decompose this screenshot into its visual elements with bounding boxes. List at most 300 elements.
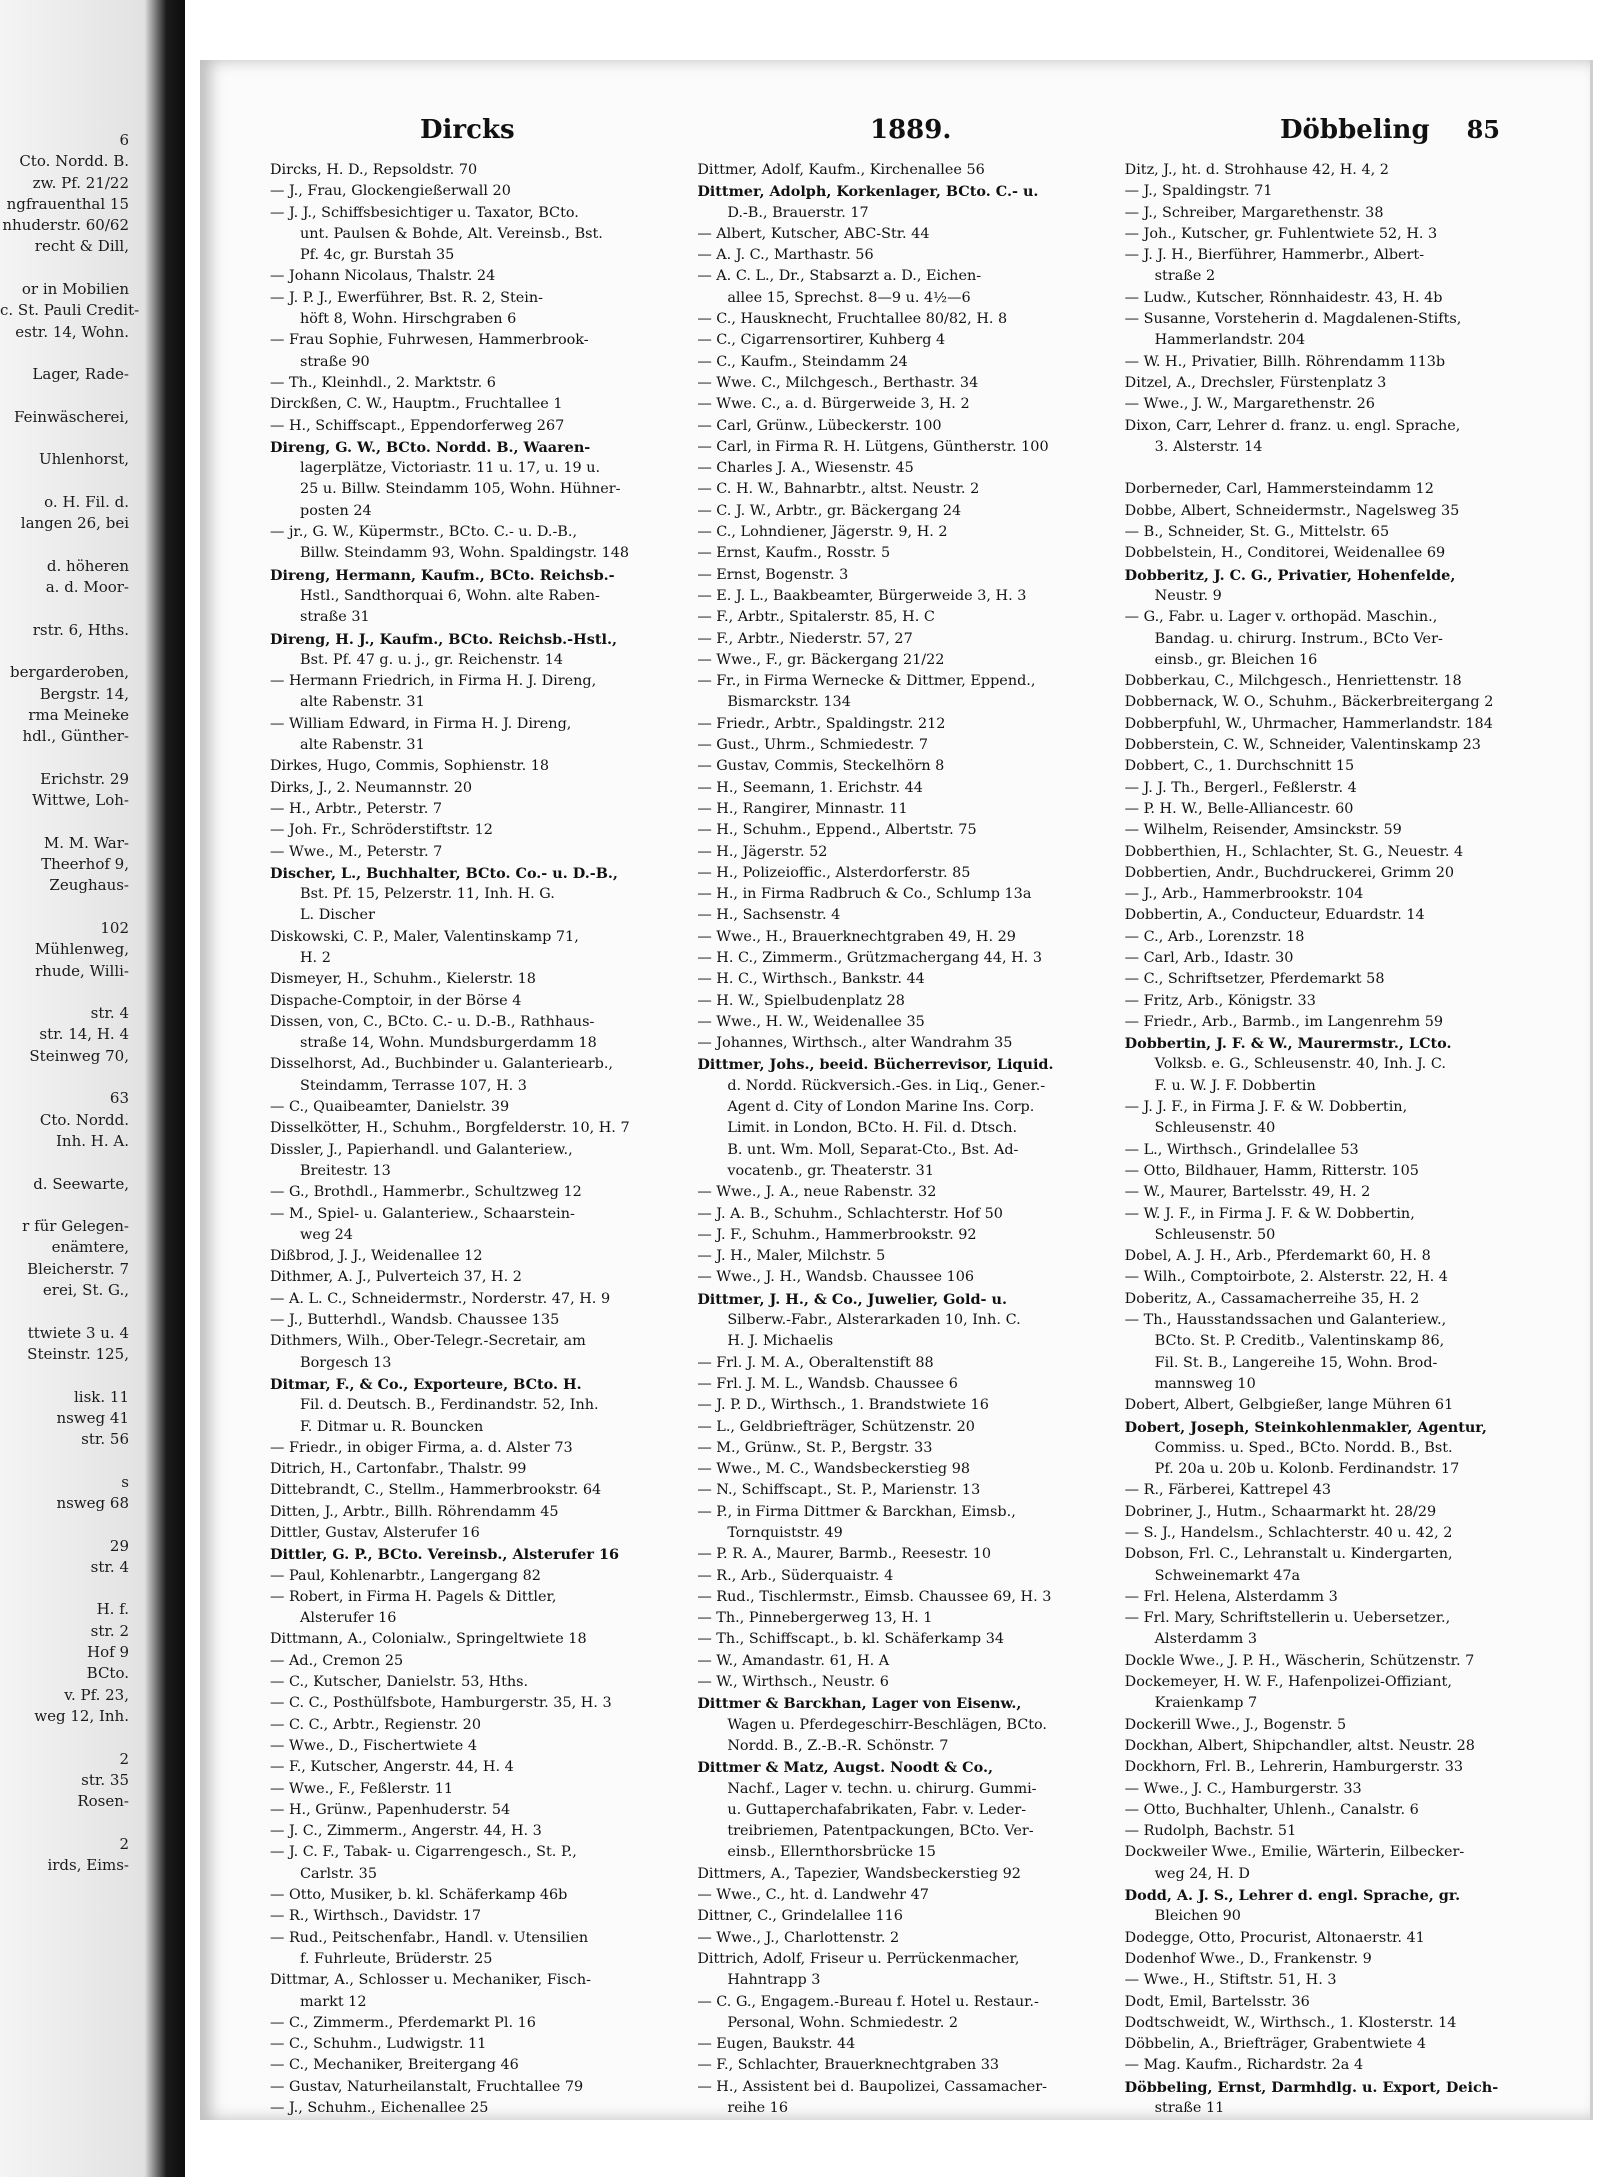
- directory-entry-line: — H. C., Zimmerm., Grützmachergang 44, H. 3: [697, 949, 1042, 966]
- directory-entry-line: Direng, Hermann, Kaufm., BCto. Reichsb.-: [270, 566, 615, 584]
- directory-entry-line: Dißbrod, J. J., Weidenallee 12: [270, 1248, 483, 1265]
- directory-entry-line: — Susanne, Vorsteherin d. Magdalenen-Stifts,: [1124, 311, 1462, 328]
- directory-entry-line: — Otto, Buchhalter, Uhlenh., Canalstr. 6: [1124, 1801, 1419, 1818]
- fragment-line: weg 12, Inh.: [34, 1706, 129, 1725]
- fragment-line: erei, St. G.,: [42, 1281, 129, 1300]
- fragment-line: [0, 1365, 135, 1386]
- fragment-line: Theerhof 9,: [41, 855, 129, 874]
- directory-entry-line: — C., Schriftsetzer, Pferdemarkt 58: [1124, 971, 1385, 988]
- directory-entry-line: Personal, Wohn. Schmiedestr. 2: [727, 2014, 959, 2031]
- directory-entry-line: Pf. 20a u. 20b u. Kolonb. Ferdinandstr. 17: [1154, 1461, 1460, 1478]
- directory-entry-line: — Fr., in Firma Wernecke & Dittmer, Eppend.,: [697, 673, 1036, 690]
- directory-entry-line: Dobbertin, J. F. & W., Maurermstr., LCto.: [1124, 1035, 1452, 1053]
- directory-entry-line: Alsterufer 16: [300, 1610, 397, 1627]
- directory-page: [200, 60, 1593, 2120]
- directory-entry-line: — Th., Hausstandssachen und Galanteriew.,: [1124, 1312, 1447, 1329]
- directory-entry-line: Breitestr. 13: [300, 1162, 391, 1179]
- directory-entry-line: Dobberpfuhl, W., Uhrmacher, Hammerlandstr. 184: [1124, 715, 1493, 732]
- fragment-line: Wittwe, Loh-: [32, 791, 129, 810]
- directory-entry-line: — C., Zimmerm., Pferdemarkt Pl. 16: [270, 2014, 536, 2031]
- fragment-line: nhuderstr. 60/62: [2, 216, 129, 235]
- fragment-line: nsweg 41: [56, 1408, 129, 1427]
- directory-entry-line: — Frl. J. M. A., Oberaltenstift 88: [697, 1354, 934, 1371]
- directory-entry-line: — B., Schneider, St. G., Mittelstr. 65: [1124, 524, 1390, 541]
- directory-entry-line: — C., Cigarrensortirer, Kuhberg 4: [697, 332, 946, 349]
- directory-entry-line: — Wilhelm, Reisender, Amsinckstr. 59: [1124, 822, 1402, 839]
- directory-entry-line: Dobbe, Albert, Schneidermstr., Nagelsweg 35: [1124, 502, 1460, 519]
- directory-entry-line: Dittler, Gustav, Alsterufer 16: [270, 1525, 480, 1541]
- directory-entry-line: Doberitz, A., Cassamacherreihe 35, H. 2: [1124, 1290, 1420, 1307]
- directory-entry-line: — S. J., Handelsm., Schlachterstr. 40 u. 42, 2: [1124, 1525, 1453, 1541]
- directory-entry-line: — C. C., Arbtr., Regienstr. 20: [270, 1716, 481, 1733]
- directory-entry-line: Bst. Pf. 47 g. u. j., gr. Reichenstr. 14: [300, 651, 564, 668]
- directory-entry-line: Dobbernack, W. O., Schuhm., Bäckerbreitergang 2: [1124, 694, 1494, 711]
- directory-entry-line: Nachf., Lager v. techn. u. chirurg. Gummi-: [727, 1780, 1037, 1797]
- directory-entry-line: Dobbertin, A., Conducteur, Eduardstr. 14: [1124, 907, 1425, 924]
- directory-entry-line: — C., Kaufm., Steindamm 24: [697, 353, 908, 370]
- directory-entry-line: — Friedr., in obiger Firma, a. d. Alster 73: [270, 1439, 573, 1456]
- directory-entry-line: Bst. Pf. 15, Pelzerstr. 11, Inh. H. G.: [300, 886, 555, 903]
- directory-entry-line: Bleichen 90: [1154, 1908, 1241, 1925]
- directory-entry-line: — R., Färberei, Kattrepel 43: [1124, 1482, 1332, 1499]
- directory-entry-line: — F., Arbtr., Spitalerstr. 85, H. C: [697, 609, 935, 626]
- fragment-line: [0, 1450, 135, 1471]
- directory-entry-line: Döbbelin, A., Briefträger, Grabentwiete 4: [1124, 2036, 1427, 2053]
- directory-entry-line: — J. J. H., Bierführer, Hammerbr., Albert-: [1124, 247, 1425, 264]
- directory-entry-line: Dobriner, J., Hutm., Schaarmarkt ht. 28/29: [1124, 1503, 1437, 1520]
- fragment-line: [0, 343, 135, 364]
- directory-entry-line: — H. C., Wirthsch., Bankstr. 44: [697, 971, 925, 988]
- directory-entry-line: Silberw.-Fabr., Alsterarkaden 10, Inh. C.: [727, 1312, 1021, 1329]
- fragment-line: [0, 471, 135, 492]
- fragment-line: bergarderoben,: [10, 663, 129, 682]
- fragment-line: Inh. H. A.: [55, 1131, 129, 1150]
- directory-entry-line: — H., in Firma Radbruch & Co., Schlump 13a: [697, 886, 1032, 903]
- fragment-line: rhude, Willi-: [35, 961, 129, 980]
- column-3: [1124, 160, 1540, 2117]
- directory-entry-line: D.-B., Brauerstr. 17: [727, 204, 869, 221]
- directory-entry-line: — P. H. W., Belle-Alliancestr. 60: [1124, 800, 1354, 817]
- directory-entry-line: — P., in Firma Dittmer & Barckhan, Eimsb.,: [697, 1503, 1016, 1520]
- directory-entry-line: treibriemen, Patentpackungen, BCto. Ver-: [727, 1823, 1034, 1840]
- directory-entry-line: — A. J. C., Marthastr. 56: [697, 247, 874, 264]
- directory-entry-line: einsb., gr. Bleichen 16: [1154, 651, 1318, 668]
- directory-entry-line: — Frl. Mary, Schriftstellerin u. Uebersetzer.,: [1124, 1610, 1451, 1627]
- fragment-line: [0, 1578, 135, 1599]
- directory-entry-line: lagerplätze, Victoriastr. 11 u. 17, u. 19 u.: [300, 460, 601, 477]
- fragment-line: Uhlenhorst,: [39, 450, 129, 469]
- directory-entry-line: straße 90: [300, 353, 370, 370]
- directory-entry-line: L. Discher: [300, 907, 375, 924]
- directory-entry-line: — C., Hausknecht, Fruchtallee 80/82, H. 8: [697, 311, 1008, 328]
- fragment-line: [0, 258, 135, 279]
- fragment-line: or in Mobilien: [21, 280, 129, 299]
- directory-entry-line: — Rud., Peitschenfabr., Handl. v. Utensilien: [270, 1929, 589, 1946]
- directory-entry-line: Neustr. 9: [1154, 587, 1222, 604]
- directory-entry-line: Fil. d. Deutsch. B., Ferdinandstr. 52, Inh.: [300, 1397, 599, 1414]
- directory-entry-line: — Frl. J. M. L., Wandsb. Chaussee 6: [697, 1375, 958, 1392]
- directory-entry-line: Fil. St. B., Langereihe 15, Wohn. Brod-: [1154, 1354, 1438, 1371]
- directory-entry-line: — Fritz, Arb., Königstr. 33: [1124, 992, 1316, 1009]
- directory-entry-line: Dockweiler Wwe., Emilie, Wärterin, Eilbecker-: [1124, 1844, 1465, 1861]
- directory-entry-line: Limit. in London, BCto. H. Fil. d. Dtsch.: [727, 1120, 1018, 1137]
- directory-entry-line: — Hermann Friedrich, in Firma H. J. Direng,: [270, 673, 597, 690]
- fragment-line: c. St. Pauli Credit-: [0, 301, 140, 320]
- directory-entry-line: B. unt. Wm. Moll, Separat-Cto., Bst. Ad-: [727, 1141, 1019, 1158]
- directory-entry-line: Ditz, J., ht. d. Strohhause 42, H. 4, 2: [1124, 162, 1389, 178]
- directory-entry-line: — Ernst, Kaufm., Rosstr. 5: [697, 545, 891, 562]
- fragment-line: [0, 748, 135, 769]
- directory-entry-line: — Wwe., D., Fischertwiete 4: [270, 1737, 478, 1754]
- directory-entry-line: Bandag. u. chirurg. Instrum., BCto Ver-: [1154, 630, 1443, 647]
- directory-entry-line: Dittmers, A., Tapezier, Wandsbeckerstieg 92: [697, 1865, 1021, 1882]
- directory-entry-line: — A. L. C., Schneidermstr., Norderstr. 47, H. 9: [270, 1290, 611, 1307]
- fragment-line: [0, 641, 135, 662]
- directory-entry-line: alte Rabenstr. 31: [300, 737, 425, 754]
- directory-entry-line: Bismarckstr. 134: [727, 694, 851, 711]
- directory-entry-line: straße 14, Wohn. Mundsburgerdamm 18: [300, 1035, 597, 1052]
- fragment-line: hdl., Günther-: [22, 727, 129, 746]
- directory-entry-line: — Ad., Cremon 25: [270, 1652, 404, 1669]
- fragment-line: str. 2: [90, 1621, 129, 1640]
- directory-entry-line: — Frau Sophie, Fuhrwesen, Hammerbrook-: [270, 332, 589, 349]
- fragment-line: Cto. Nordd.: [39, 1110, 129, 1129]
- directory-entry-line: — F., Kutscher, Angerstr. 44, H. 4: [270, 1759, 514, 1776]
- directory-entry-line: Dobberstein, C. W., Schneider, Valentinskamp 23: [1124, 737, 1481, 754]
- directory-entry-line: — Wwe., M. C., Wandsbeckerstieg 98: [697, 1461, 971, 1478]
- directory-entry-line: Kraienkamp 7: [1154, 1695, 1258, 1712]
- fragment-line: 2: [119, 1834, 129, 1853]
- fragment-line: [0, 1812, 135, 1833]
- directory-entry-line: Dobbelstein, H., Conditorei, Weidenallee 69: [1124, 545, 1446, 562]
- directory-entry-line: — Joh. Fr., Schröderstiftstr. 12: [270, 822, 493, 839]
- directory-entry-line: Dobert, Joseph, Steinkohlenmakler, Agentur,: [1124, 1418, 1487, 1436]
- directory-entry-line: mannsweg 10: [1154, 1375, 1256, 1392]
- fragment-line: [0, 1067, 135, 1088]
- directory-entry-line: — H., Assistent bei d. Baupolizei, Cassamacher-: [697, 2078, 1048, 2095]
- directory-entry-line: Dobert, Albert, Gelbgießer, lange Mühren 61: [1124, 1397, 1454, 1414]
- directory-entry-line: Dobbertien, Andr., Buchdruckerei, Grimm 20: [1124, 864, 1455, 881]
- directory-entry-line: höft 8, Wohn. Hirschgraben 6: [300, 311, 517, 328]
- directory-entry-line: — Wwe., H., Brauerknechtgraben 49, H. 29: [697, 928, 1016, 945]
- directory-entry-line: Dockhorn, Frl. B., Lehrerin, Hamburgerstr. 33: [1124, 1759, 1464, 1776]
- fragment-line: H. f.: [96, 1600, 129, 1619]
- fragment-line: v. Pf. 23,: [64, 1685, 129, 1704]
- directory-entry-line: — W., Amandastr. 61, H. A: [697, 1652, 890, 1669]
- fragment-line: a. d. Moor-: [45, 578, 129, 597]
- directory-entry-line: Dittmer, J. H., & Co., Juwelier, Gold- u.: [697, 1290, 1008, 1308]
- fragment-line: o. H. Fil. d.: [44, 493, 129, 512]
- directory-entry-line: — L., Wirthsch., Grindelallee 53: [1124, 1141, 1359, 1158]
- directory-entry-line: — W. J. F., in Firma J. F. & W. Dobbertin,: [1124, 1205, 1415, 1222]
- directory-entry-line: — Th., Pinnebergerweg 13, H. 1: [697, 1610, 933, 1627]
- directory-entry-line: Dithmers, Wilh., Ober-Telegr.-Secretair, am: [270, 1333, 586, 1350]
- fragment-line: Mühlenweg,: [34, 940, 129, 959]
- fragment-line: [0, 428, 135, 449]
- fragment-line: Steinstr. 125,: [27, 1344, 129, 1363]
- directory-entry-line: — Carl, in Firma R. H. Lütgens, Güntherstr. 100: [697, 438, 1049, 455]
- fragment-line: 102: [100, 918, 129, 937]
- fragment-line: str. 4: [90, 1557, 129, 1576]
- directory-entry-line: Direng, G. W., BCto. Nordd. B., Waaren-: [270, 438, 591, 456]
- directory-entry-line: 25 u. Billw. Steindamm 105, Wohn. Hühner-: [300, 481, 621, 498]
- directory-entry-line: unt. Paulsen & Bohde, Alt. Vereinsb., Bst.: [300, 225, 603, 242]
- directory-entry-line: weg 24, H. D: [1154, 1865, 1250, 1882]
- directory-entry-line: Dissen, von, C., BCto. C.- u. D.-B., Rathhaus-: [270, 1013, 595, 1030]
- fragment-line: irds, Eims-: [47, 1856, 129, 1875]
- directory-entry-line: Agent d. City of London Marine Ins. Corp.: [727, 1099, 1035, 1116]
- directory-entry-line: allee 15, Sprechst. 8—9 u. 4½—6: [727, 289, 971, 306]
- directory-entry-line: Ditten, J., Arbtr., Billh. Röhrendamm 45: [270, 1503, 559, 1520]
- directory-entry-line: — W. H., Privatier, Billh. Röhrendamm 113b: [1124, 353, 1446, 370]
- directory-entry-line: — Ludw., Kutscher, Rönnhaidestr. 43, H. 4b: [1124, 289, 1443, 306]
- directory-entry-line: Dircks, H. D., Repsoldstr. 70: [270, 162, 478, 178]
- directory-entry-line: — Mag. Kaufm., Richardstr. 2a 4: [1124, 2057, 1364, 2074]
- fragment-line: Erichstr. 29: [40, 769, 129, 788]
- directory-entry-line: — C., Quaibeamter, Danielstr. 39: [270, 1099, 510, 1116]
- fragment-line: enämtere,: [51, 1238, 129, 1257]
- directory-entry-line: — H. W., Spielbudenplatz 28: [697, 992, 905, 1009]
- directory-entry-line: H. 2: [300, 949, 331, 966]
- fragment-line: Bergstr. 14,: [39, 684, 129, 703]
- directory-entry-line: vocatenb., gr. Theaterstr. 31: [727, 1162, 934, 1179]
- directory-entry-line: markt 12: [300, 1993, 367, 2010]
- directory-entry-line: — Gust., Uhrm., Schmiedestr. 7: [697, 737, 929, 754]
- directory-entry-line: — Otto, Bildhauer, Hamm, Ritterstr. 105: [1124, 1162, 1419, 1179]
- directory-entry-line: Hstl., Sandthorquai 6, Wohn. alte Raben-: [300, 587, 600, 604]
- fragment-line: str. 4: [90, 1004, 129, 1023]
- directory-entry-line: Dockhan, Albert, Shipchandler, altst. Neustr. 28: [1124, 1737, 1475, 1754]
- directory-entry-line: — H., Schiffscapt., Eppendorferweg 267: [270, 417, 565, 434]
- directory-entry-line: — H., Grünw., Papenhuderstr. 54: [270, 1801, 511, 1818]
- directory-entry-line: — Th., Schiffscapt., b. kl. Schäferkamp 34: [697, 1631, 1005, 1648]
- fragment-line: recht & Dill,: [34, 237, 129, 256]
- directory-entry-line: Dirks, J., 2. Neumannstr. 20: [270, 779, 473, 796]
- directory-entry-line: Volksb. e. G., Schleusenstr. 40, Inh. J. C.: [1154, 1056, 1446, 1073]
- directory-entry-line: — H., Arbtr., Peterstr. 7: [270, 800, 443, 817]
- directory-entry-line: — W., Maurer, Bartelsstr. 49, H. 2: [1124, 1184, 1371, 1201]
- fragment-line: [0, 812, 135, 833]
- directory-entry-line: Dodtschweidt, W., Wirthsch., 1. Klosterstr. 14: [1124, 2014, 1457, 2031]
- fragment-line: str. 14, H. 4: [39, 1025, 129, 1044]
- directory-entry-line: F. u. W. J. F. Dobbertin: [1154, 1077, 1316, 1094]
- directory-entry-line: Dittmer & Matz, Augst. Noodt & Co.,: [697, 1759, 993, 1777]
- directory-entry-line: Dissler, J., Papierhandl. und Galanteriew.,: [270, 1141, 573, 1158]
- fragment-line: [0, 1195, 135, 1216]
- fragment-line: Hof 9: [87, 1643, 129, 1662]
- directory-entry-line: Dodegge, Otto, Procurist, Altonaerstr. 41: [1124, 1929, 1425, 1946]
- page-number: 85: [1466, 115, 1500, 144]
- directory-entry-line: — C. H. W., Bahnarbtr., altst. Neustr. 2: [697, 481, 980, 498]
- fragment-line: r für Gelegen-: [22, 1217, 129, 1236]
- directory-entry-line: — C., Kutscher, Danielstr. 53, Hths.: [270, 1674, 529, 1691]
- directory-entry-line: reihe 16: [727, 2100, 788, 2117]
- directory-entry-line: Nordd. B., Z.-B.-R. Schönstr. 7: [727, 1737, 949, 1754]
- directory-entry-line: — Wwe., J. W., Margarethenstr. 26: [1124, 396, 1375, 413]
- directory-entry-line: — Charles J. A., Wiesenstr. 45: [697, 460, 914, 477]
- directory-entry-line: Steindamm, Terrasse 107, H. 3: [300, 1077, 527, 1094]
- directory-entry-line: — C. G., Engagem.-Bureau f. Hotel u. Restaur.-: [697, 1993, 1039, 2010]
- directory-entry-line: Dittmer, Adolf, Kaufm., Kirchenallee 56: [697, 162, 985, 178]
- directory-entry-line: Dirkes, Hugo, Commis, Sophienstr. 18: [270, 758, 550, 775]
- fragment-line: s: [121, 1472, 129, 1491]
- directory-entry-line: — C., Lohndiener, Jägerstr. 9, H. 2: [697, 524, 948, 541]
- directory-entry-line: Dittmer, Adolph, Korkenlager, BCto. C.- u.: [697, 183, 1039, 201]
- directory-entry-line: — William Edward, in Firma H. J. Direng,: [270, 715, 572, 732]
- directory-entry-line: — F., Schlachter, Brauerknechtgraben 33: [697, 2057, 1000, 2074]
- directory-entry-line: Dittmar, A., Schlosser u. Mechaniker, Fisch-: [270, 1972, 591, 1989]
- directory-entry-line: — Albert, Kutscher, ABC-Str. 44: [697, 225, 930, 242]
- directory-entry-line: — Johann Nicolaus, Thalstr. 24: [270, 268, 496, 285]
- directory-entry-line: Dittler, G. P., BCto. Vereinsb., Alsterufer 16: [270, 1546, 619, 1564]
- fragment-line: [0, 897, 135, 918]
- fragment-line: 2: [119, 1749, 129, 1768]
- directory-entry-line: — M., Spiel- u. Galanteriew., Schaarstein-: [270, 1205, 575, 1222]
- directory-entry-line: Pf. 4c, gr. Burstah 35: [300, 247, 455, 264]
- directory-entry-line: Dittner, C., Grindelallee 116: [697, 1908, 903, 1925]
- directory-entry-line: — A. C. L., Dr., Stabsarzt a. D., Eichen-: [697, 268, 982, 285]
- fragment-line: Feinwäscherei,: [14, 407, 129, 426]
- directory-entry-line: — H., Sachsenstr. 4: [697, 907, 841, 924]
- directory-entry-line: — G., Fabr. u. Lager v. orthopäd. Maschin.,: [1124, 609, 1438, 626]
- header-right-keyword: Döbbeling: [1280, 115, 1430, 145]
- directory-entry-line: — Wwe. C., a. d. Bürgerweide 3, H. 2: [697, 396, 970, 413]
- directory-entry-line: u. Guttaperchafabrikaten, Fabr. v. Leder-: [727, 1801, 1027, 1818]
- directory-entry-line: — Wwe., M., Peterstr. 7: [270, 843, 443, 860]
- directory-entry-line: — Otto, Musiker, b. kl. Schäferkamp 46b: [270, 1887, 568, 1904]
- directory-entry-line: Dodt, Emil, Bartelsstr. 36: [1124, 1993, 1310, 2010]
- directory-entry-line: — J. C. F., Tabak- u. Cigarrengesch., St. P.,: [270, 1844, 577, 1861]
- directory-entry-line: — Rud., Tischlermstr., Eimsb. Chaussee 69, H. 3: [697, 1588, 1052, 1605]
- directory-entry-line: Dittmer & Barckhan, Lager von Eisenw.,: [697, 1695, 1022, 1713]
- page-header: [270, 115, 1520, 155]
- directory-entry-line: Dockemeyer, H. W. F., Hafenpolizei-Offiziant,: [1124, 1674, 1452, 1691]
- directory-entry-line: Dithmer, A. J., Pulverteich 37, H. 2: [270, 1269, 522, 1286]
- directory-entry-line: — C., Schuhm., Ludwigstr. 11: [270, 2036, 487, 2053]
- fragment-line: M. M. War-: [43, 833, 129, 852]
- directory-entry-line: — P. R. A., Maurer, Barmb., Reesestr. 10: [697, 1546, 992, 1563]
- directory-entry-line: Dispache-Comptoir, in der Börse 4: [270, 992, 522, 1009]
- directory-entry-line: — Carl, Grünw., Lübeckerstr. 100: [697, 417, 942, 434]
- directory-entry-line: Dobel, A. J. H., Arb., Pferdemarkt 60, H. 8: [1124, 1248, 1431, 1265]
- directory-entry-line: Dockerill Wwe., J., Bogenstr. 5: [1124, 1716, 1347, 1733]
- directory-entry-line: — J., Schreiber, Margarethenstr. 38: [1124, 204, 1384, 221]
- directory-entry-line: — E. J. L., Baakbeamter, Bürgerweide 3, H. 3: [697, 587, 1027, 604]
- directory-entry-line: Ditzel, A., Drechsler, Fürstenplatz 3: [1124, 374, 1387, 391]
- directory-entry-line: Dixon, Carr, Lehrer d. franz. u. engl. Sprache,: [1124, 417, 1461, 434]
- directory-entry-line: — Eugen, Baukstr. 44: [697, 2036, 856, 2053]
- directory-entry-line: — Joh., Kutscher, gr. Fuhlentwiete 52, H. 3: [1124, 225, 1438, 242]
- directory-entry-line: — Johannes, Wirthsch., alter Wandrahm 35: [697, 1035, 1013, 1052]
- fragment-line: [0, 1727, 135, 1748]
- directory-entry-line: Dodd, A. J. S., Lehrer d. engl. Sprache, gr.: [1124, 1887, 1461, 1905]
- directory-entry-line: Dobberitz, J. C. G., Privatier, Hohenfelde,: [1124, 566, 1456, 584]
- directory-entry-line: — J. J., Schiffsbesichtiger u. Taxator, BCto.: [270, 204, 579, 221]
- directory-entry-line: — J. C., Zimmerm., Angerstr. 44, H. 3: [270, 1823, 542, 1840]
- directory-entry-line: Dorberneder, Carl, Hammersteindamm 12: [1124, 481, 1434, 498]
- fragment-line: [0, 386, 135, 407]
- directory-entry-line: Wagen u. Pferdegeschirr-Beschlägen, BCto.: [727, 1716, 1047, 1733]
- directory-entry-line: — J. P. D., Wirthsch., 1. Brandstwiete 16: [697, 1397, 989, 1414]
- fragment-line: Bleicherstr. 7: [27, 1259, 129, 1278]
- directory-entry-line: d. Nordd. Rückversich.-Ges. in Liq., Gener.-: [727, 1077, 1046, 1094]
- fragment-line: [0, 535, 135, 556]
- directory-entry-line: — Frl. Helena, Alsterdamm 3: [1124, 1588, 1338, 1605]
- fragment-line: nsweg 68: [56, 1494, 129, 1512]
- directory-entry-line: — Wwe. C., Milchgesch., Berthastr. 34: [697, 374, 979, 391]
- directory-entry-line: — J. H., Maler, Milchstr. 5: [697, 1248, 886, 1265]
- directory-entry-line: — C., Mechaniker, Breitergang 46: [270, 2057, 519, 2074]
- directory-entry-line: straße 31: [300, 609, 370, 626]
- directory-entry-line: — Gustav, Commis, Steckelhörn 8: [697, 758, 945, 775]
- directory-entry-line: Dockle Wwe., J. P. H., Wäscherin, Schützenstr. 7: [1124, 1652, 1475, 1669]
- fragment-line: Cto. Nordd. B.: [19, 152, 129, 171]
- directory-entry-line: — Friedr., Arb., Barmb., im Langenrehm 59: [1124, 1013, 1444, 1030]
- fragment-line: zw. Pf. 21/22: [32, 173, 129, 192]
- fragment-line: [0, 982, 135, 1003]
- directory-entry-line: Disselkötter, H., Schuhm., Borgfelderstr. 10, H. 7: [270, 1120, 630, 1137]
- directory-entry-line: — C. J. W., Arbtr., gr. Bäckergang 24: [697, 502, 962, 519]
- fragment-line: Lager, Rade-: [32, 365, 129, 384]
- directory-entry-line: — J., Butterhdl., Wandsb. Chaussee 135: [270, 1312, 560, 1329]
- directory-entry-line: — H., Polizeioffic., Alsterdorferstr. 85: [697, 864, 971, 881]
- directory-entry-line: — Rudolph, Bachstr. 51: [1124, 1823, 1297, 1840]
- directory-entry-line: — J. J. F., in Firma J. F. & W. Dobbertin,: [1124, 1099, 1408, 1116]
- directory-entry-line: — J., Arb., Hammerbrookstr. 104: [1124, 886, 1364, 903]
- directory-entry-line: — L., Geldbriefträger, Schützenstr. 20: [697, 1418, 975, 1435]
- directory-entry-line: Dittmer, Johs., beeid. Bücherrevisor, Liquid.: [697, 1056, 1054, 1074]
- directory-entry-line: — F., Arbtr., Niederstr. 57, 27: [697, 630, 913, 647]
- directory-entry-line: [1125, 458, 1540, 479]
- directory-entry-line: — N., Schiffscapt., St. P., Marienstr. 13: [697, 1482, 981, 1499]
- directory-entry-line: — J. J. Th., Bergerl., Feßlerstr. 4: [1124, 779, 1357, 796]
- directory-entry-line: Dittebrandt, C., Stellm., Hammerbrookstr. 64: [270, 1482, 602, 1499]
- directory-entry-line: Dodenhof Wwe., D., Frankenstr. 9: [1124, 1950, 1372, 1967]
- directory-entry-line: Döbbeling, Ernst, Darmhdlg. u. Export, Deich-: [1124, 2078, 1499, 2096]
- directory-entry-line: Dismeyer, H., Schuhm., Kielerstr. 18: [270, 971, 536, 988]
- directory-entry-line: — Wwe., F., Feßlerstr. 11: [270, 1780, 454, 1797]
- directory-entry-line: Dobbert, C., 1. Durchschnitt 15: [1124, 758, 1355, 775]
- directory-entry-line: — Wwe., J. H., Wandsb. Chaussee 106: [697, 1269, 975, 1286]
- directory-entry-line: — J., Frau, Glockengießerwall 20: [270, 183, 511, 200]
- directory-entry-line: H. J. Michaelis: [727, 1333, 834, 1350]
- directory-entry-line: — Th., Kleinhdl., 2. Marktstr. 6: [270, 374, 496, 391]
- fragment-line: rma Meineke: [28, 706, 129, 725]
- directory-entry-line: — C., Arb., Lorenzstr. 18: [1124, 928, 1305, 945]
- directory-entry-line: — Wwe., J., Charlottenstr. 2: [697, 1929, 900, 1946]
- fragment-line: [0, 599, 135, 620]
- directory-entry-line: Schweinemarkt 47a: [1154, 1567, 1301, 1584]
- directory-entry-line: BCto. St. P. Creditb., Valentinskamp 86,: [1154, 1333, 1445, 1350]
- directory-entry-line: — Ernst, Bogenstr. 3: [697, 566, 849, 583]
- directory-entry-line: — J. A. B., Schuhm., Schlachterstr. Hof 50: [697, 1205, 1003, 1222]
- directory-entry-line: Discher, L., Buchhalter, BCto. Co.- u. D.-B.,: [270, 864, 618, 882]
- fragment-line: str. 56: [81, 1430, 129, 1449]
- directory-entry-line: — J., Spaldingstr. 71: [1124, 183, 1273, 200]
- directory-entry-line: Dobson, Frl. C., Lehranstalt u. Kindergarten,: [1124, 1546, 1453, 1563]
- fragment-line: 6: [119, 131, 129, 149]
- fragment-line: estr. 14, Wohn.: [15, 322, 129, 341]
- directory-entry-line: Carlstr. 35: [300, 1865, 377, 1882]
- fragment-line: rstr. 6, Hths.: [32, 620, 129, 639]
- directory-entry-line: — jr., G. W., Küpermstr., BCto. C.- u. D.-B.,: [270, 524, 578, 541]
- directory-entry-line: Alsterdamm 3: [1154, 1631, 1258, 1648]
- directory-entry-line: — Wwe., H., Stiftstr. 51, H. 3: [1124, 1972, 1337, 1989]
- directory-entry-line: Borgesch 13: [300, 1354, 392, 1371]
- fragment-line: Rosen-: [77, 1792, 129, 1811]
- directory-entry-line: 3. Alsterstr. 14: [1154, 438, 1263, 455]
- directory-entry-line: — G., Brothdl., Hammerbr., Schultzweg 12: [270, 1184, 582, 1201]
